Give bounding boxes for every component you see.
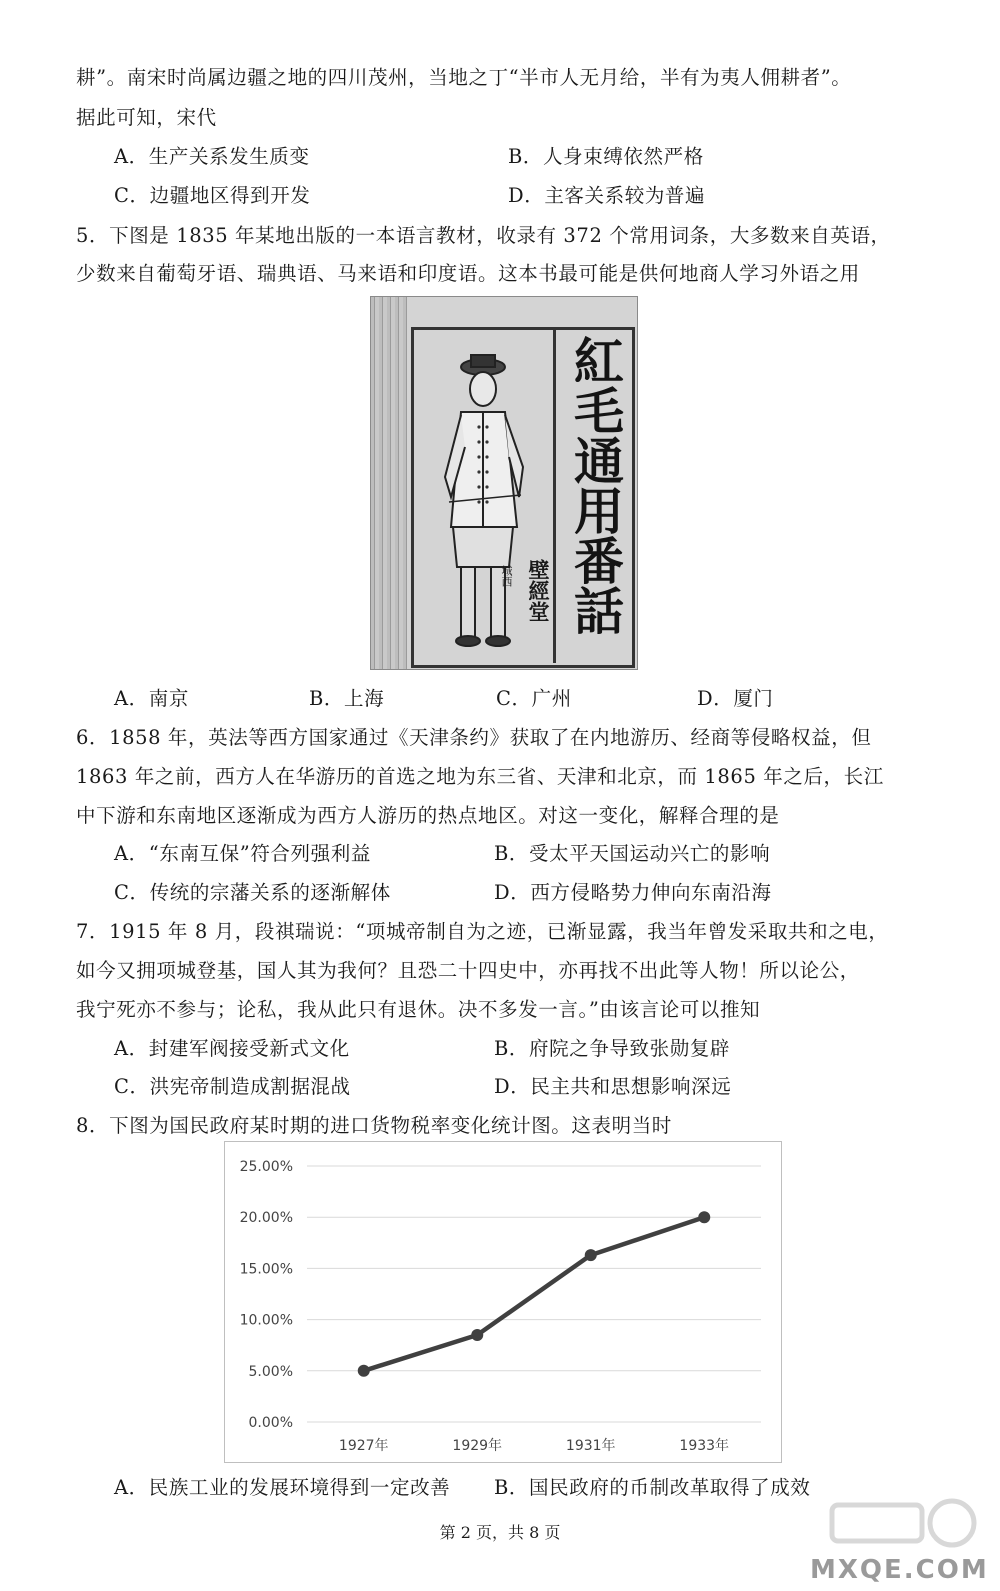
q4-option-c[interactable]: C．边疆地区得到开发 <box>114 184 311 207</box>
data-point <box>698 1211 710 1223</box>
q6-option-c[interactable]: C．传统的宗藩关系的逐渐解体 <box>114 881 391 904</box>
q7-option-d[interactable]: D．民主共和思想影响深远 <box>494 1075 732 1098</box>
q6-stem-line-3: 中下游和东南地区逐渐成为西方人游历的热点地区。对这一变化，解释合理的是 <box>76 804 780 827</box>
q7-stem-line-1: 7．1915 年 8 月，段祺瑞说：“项城帝制自为之迹，已渐显露，我当年曾发采取共和之电， <box>76 920 889 943</box>
y-tick-label: 10.00% <box>239 1312 293 1329</box>
q8-option-a[interactable]: A．民族工业的发展环境得到一定改善 <box>114 1476 451 1499</box>
x-tick-label: 1929年 <box>452 1438 503 1454</box>
x-tick-label: 1931年 <box>565 1438 616 1454</box>
q4-stem-line-1: 耕”。南宋时尚属边疆之地的四川茂州，当地之丁“半市人无月给，半有为夷人佣耕者”。 <box>76 66 852 89</box>
y-tick-label: 25.00% <box>239 1159 293 1175</box>
q6-option-a[interactable]: A．“东南互保”符合列强利益 <box>114 842 371 865</box>
q6-stem-line-2: 1863 年之前，西方人在华游历的首选之地为东三省、天津和北京，而 1865 年之后，长江 <box>76 765 884 788</box>
q4-option-b[interactable]: B．人身束缚依然严格 <box>508 145 704 168</box>
tariff-rate-chart <box>224 1141 782 1463</box>
q4-stem-line-2: 据此可知，宋代 <box>76 106 217 129</box>
q5-option-b[interactable]: B．上海 <box>309 687 385 710</box>
watermark-text: MXQE.COM <box>810 1555 989 1585</box>
y-tick-label: 5.00% <box>248 1363 293 1380</box>
y-tick-label: 20.00% <box>239 1210 293 1227</box>
q4-option-a[interactable]: A．生产关系发生质变 <box>114 145 310 168</box>
q8-stem-line-1: 8．下图为国民政府某时期的进口货物税率变化统计图。这表明当时 <box>76 1114 672 1137</box>
book-publisher-location: 城西 <box>500 565 513 587</box>
q6-option-d[interactable]: D．西方侵略势力伸向东南沿海 <box>494 881 772 904</box>
data-point <box>358 1365 370 1377</box>
q6-option-b[interactable]: B．受太平天国运动兴亡的影响 <box>494 842 771 865</box>
data-point <box>585 1249 597 1261</box>
q5-option-d[interactable]: D．厦门 <box>697 687 774 710</box>
q5-option-a[interactable]: A．南京 <box>114 687 189 710</box>
y-tick-label: 15.00% <box>239 1261 293 1278</box>
y-tick-label: 0.00% <box>248 1415 293 1431</box>
q7-option-b[interactable]: B．府院之争导致张勋复辟 <box>494 1037 731 1060</box>
q5-stem-line-1: 5．下图是 1835 年某地出版的一本语言教材，收录有 372 个常用词条，大多数来自英语， <box>76 224 891 247</box>
q7-option-a[interactable]: A．封建军阀接受新式文化 <box>114 1037 350 1060</box>
series-line <box>364 1217 705 1371</box>
book-cover-image <box>370 296 638 670</box>
q8-option-b[interactable]: B．国民政府的币制改革取得了成效 <box>494 1476 811 1499</box>
page-number: 第 2 页，共 8 页 <box>439 1523 561 1542</box>
q6-stem-line-1: 6．1858 年，英法等西方国家通过《天津条约》获取了在内地游历、经商等侵略权益，但 <box>76 726 872 749</box>
q7-stem-line-2: 如今又拥项城登基，国人其为我何？且恐二十四史中，亦再找不出此等人物！所以论公， <box>76 959 860 982</box>
q5-option-c[interactable]: C．广州 <box>496 687 572 710</box>
q5-stem-line-2: 少数来自葡萄牙语、瑞典语、马来语和印度语。这本书最可能是供何地商人学习外语之用 <box>76 262 860 285</box>
q4-option-d[interactable]: D．主客关系较为普遍 <box>508 184 706 207</box>
x-tick-label: 1933年 <box>679 1438 730 1454</box>
q7-stem-line-3: 我宁死亦不参与；论私，我从此只有退休。决不多发一言。”由该言论可以推知 <box>76 998 761 1021</box>
x-tick-label: 1927年 <box>338 1438 389 1454</box>
q7-option-c[interactable]: C．洪宪帝制造成割据混战 <box>114 1075 351 1098</box>
data-point <box>471 1329 483 1341</box>
book-title: 紅毛通用番話 <box>566 335 625 635</box>
book-publisher: 壁經堂 <box>526 559 551 622</box>
tariff-rate-chart-svg <box>225 1142 781 1462</box>
